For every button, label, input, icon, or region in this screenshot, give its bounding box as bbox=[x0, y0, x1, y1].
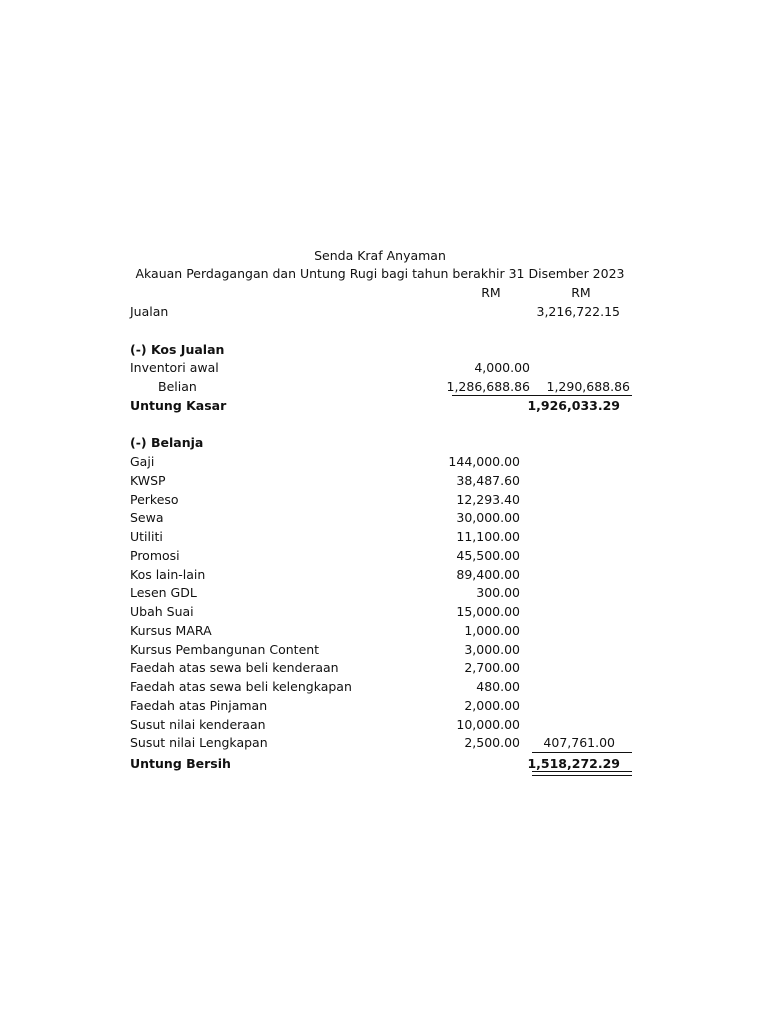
expense-label: Susut nilai Lengkapan bbox=[130, 735, 268, 750]
purchases-label: Belian bbox=[158, 379, 197, 394]
expense-label: Kursus Pembangunan Content bbox=[130, 642, 320, 657]
cost-of-sales-heading: (-) Kos Jualan bbox=[130, 342, 225, 357]
expense-amount: 2,000.00 bbox=[464, 698, 520, 713]
expenses-total-rule bbox=[532, 752, 632, 753]
expense-label: Promosi bbox=[130, 548, 180, 563]
purchases-amount: 1,286,688.86 bbox=[446, 379, 530, 394]
expense-amount: 15,000.00 bbox=[456, 604, 520, 619]
expense-amount: 12,293.40 bbox=[456, 492, 520, 507]
expense-amount: 2,500.00 bbox=[464, 735, 520, 750]
expense-label: Faedah atas sewa beli kelengkapan bbox=[130, 679, 352, 694]
opening-inventory-amount: 4,000.00 bbox=[474, 360, 530, 375]
expense-label: Kursus MARA bbox=[130, 623, 212, 638]
sales-amount: 3,216,722.15 bbox=[536, 304, 620, 319]
opening-inventory-label: Inventori awal bbox=[130, 360, 219, 375]
expense-amount: 3,000.00 bbox=[464, 642, 520, 657]
cost-of-sales-total: 1,290,688.86 bbox=[546, 379, 630, 394]
expense-label: Gaji bbox=[130, 454, 155, 469]
expense-amount: 2,700.00 bbox=[464, 660, 520, 675]
expense-label: Perkeso bbox=[130, 492, 179, 507]
expense-label: Lesen GDL bbox=[130, 585, 197, 600]
expense-amount: 300.00 bbox=[476, 585, 520, 600]
gross-profit-amount: 1,926,033.29 bbox=[527, 398, 620, 413]
col1-currency-header: RM bbox=[481, 285, 501, 300]
net-profit-amount: 1,518,272.29 bbox=[527, 756, 620, 771]
expense-amount: 89,400.00 bbox=[456, 567, 520, 582]
sales-label: Jualan bbox=[130, 304, 169, 319]
expense-label: Faedah atas Pinjaman bbox=[130, 698, 268, 713]
expense-label: KWSP bbox=[130, 473, 166, 488]
expense-amount: 144,000.00 bbox=[448, 454, 520, 469]
gross-profit-label: Untung Kasar bbox=[130, 398, 227, 413]
expense-amount: 45,500.00 bbox=[456, 548, 520, 563]
expense-amount: 10,000.00 bbox=[456, 717, 520, 732]
cost-of-sales-rule bbox=[452, 395, 632, 396]
col2-currency-header: RM bbox=[571, 285, 591, 300]
expense-label: Sewa bbox=[130, 510, 164, 525]
expense-amount: 38,487.60 bbox=[456, 473, 520, 488]
expense-amount: 480.00 bbox=[476, 679, 520, 694]
expense-label: Kos lain-lain bbox=[130, 567, 206, 582]
statement-title: Akauan Perdagangan dan Untung Rugi bagi tahun berakhir 31 Disember 2023 bbox=[135, 266, 625, 281]
expense-amount: 30,000.00 bbox=[456, 510, 520, 525]
expense-amount: 11,100.00 bbox=[456, 529, 520, 544]
expense-amount: 1,000.00 bbox=[464, 623, 520, 638]
net-profit-double-rule bbox=[532, 771, 632, 776]
expense-label: Ubah Suai bbox=[130, 604, 194, 619]
expense-label: Susut nilai kenderaan bbox=[130, 717, 266, 732]
expenses-heading: (-) Belanja bbox=[130, 435, 204, 450]
expenses-total: 407,761.00 bbox=[543, 735, 615, 750]
net-profit-label: Untung Bersih bbox=[130, 756, 231, 771]
expense-label: Utiliti bbox=[130, 529, 163, 544]
company-name: Senda Kraf Anyaman bbox=[314, 248, 446, 263]
expense-label: Faedah atas sewa beli kenderaan bbox=[130, 660, 339, 675]
